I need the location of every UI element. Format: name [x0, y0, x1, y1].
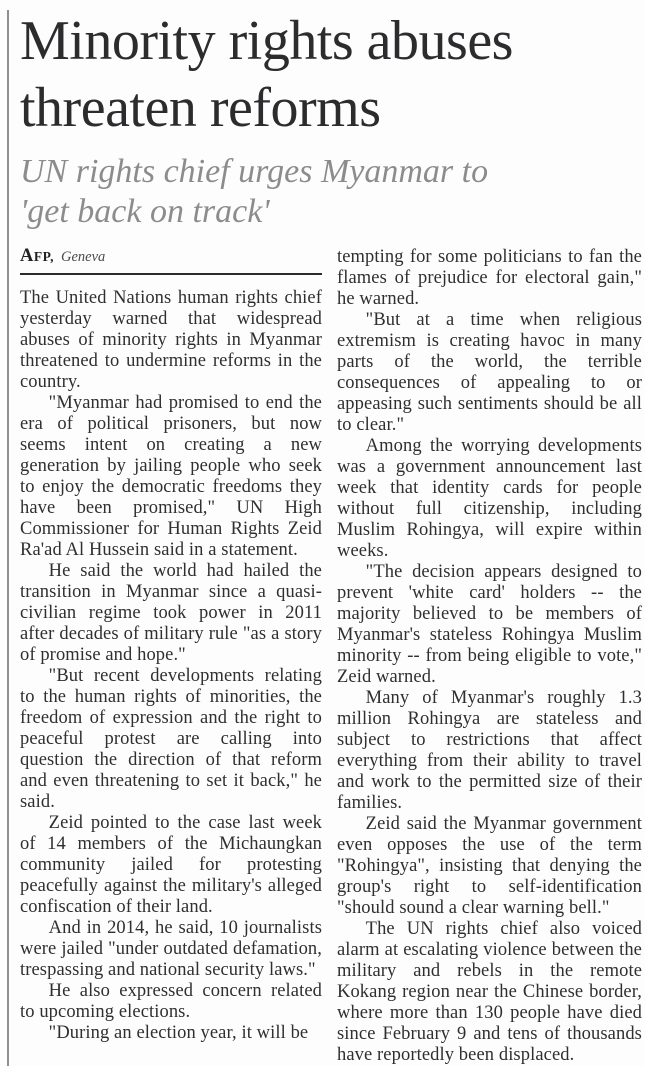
- article-paragraph: Zeid said the Myanmar government even opposes the use of the term "Rohingya", insisting that denying the group's right to self-identification "should sound a clear warning bell.": [337, 814, 642, 918]
- article-paragraph: Zeid pointed to the case last week of 14 members of the Michaungkan community jailed for protesting peacefully against the military's alleged confiscation of their land.: [20, 813, 322, 917]
- article-paragraph: Many of Myanmar's roughly 1.3 million Rohingya are stateless and subject to restrictions that affect everything from their ability to travel and work to the permitted size of their families.: [337, 688, 642, 813]
- byline-divider: [20, 273, 322, 275]
- article-paragraph: And in 2014, he said, 10 journalists were jailed "under outdated defamation, trespassing and national security laws.": [20, 918, 322, 980]
- article-paragraph: tempting for some politicians to fan the flames of prejudice for electoral gain," he warned.: [337, 247, 642, 309]
- article-column-right: [337, 244, 642, 1066]
- byline: [20, 244, 322, 266]
- article-paragraph: "But at a time when religious extremism is creating havoc in many parts of the world, the terrible consequences of appealing to or appeasing such sentiments should be all to clear.": [337, 310, 642, 435]
- paragraph-list-right: [337, 247, 642, 1066]
- article-body: [20, 244, 642, 1066]
- byline-agency: AFP,: [20, 246, 55, 266]
- byline-location: Geneva: [61, 249, 106, 265]
- left-column-rule: [7, 10, 9, 1066]
- article-subheadline: UN rights chief urges Myanmar to 'get back on track': [20, 153, 489, 230]
- article-column-left: [20, 244, 322, 1066]
- article-paragraph: "But recent developments relating to the human rights of minorities, the freedom of expression and the right to peaceful protest are calling into question the direction of that reform and even threatening to set it back," he said.: [20, 666, 322, 812]
- article-paragraph: The United Nations human rights chief yesterday warned that widespread abuses of minority rights in Myanmar threatened to undermine reforms in the country.: [20, 288, 322, 392]
- paragraph-list-left: [20, 288, 322, 1044]
- article-paragraph: "The decision appears designed to prevent 'white card' holders -- the majority believed to be members of Myanmar's stateless Rohingya Muslim minority -- from being eligible to vote," Zeid warned.: [337, 562, 642, 687]
- article-paragraph: "During an election year, it will be: [48, 1023, 309, 1043]
- article-paragraph: The UN rights chief also voiced alarm at escalating violence between the military and rebels in the remote Kokang region near the Chinese border, where more than 130 people have died since February 9 and tens of thousands have reportedly been displaced.: [337, 919, 642, 1065]
- article-paragraph: "Myanmar had promised to end the era of political prisoners, but now seems intent on creating a new generation by jailing people who seek to enjoy the democratic freedoms they have been promised," UN High Commissioner for Human Rights Zeid Ra'ad Al Hussein said in a statement.: [20, 393, 322, 560]
- article-paragraph: He said the world had hailed the transition in Myanmar since a quasi-civilian regime took power in 2011 after decades of military rule "as a story of promise and hope.": [20, 561, 322, 665]
- article-paragraph: He also expressed concern related to upcoming elections.: [20, 981, 322, 1022]
- article-content: [20, 0, 642, 1066]
- article-headline: Minority rights abuses threaten reforms: [20, 10, 513, 139]
- article-paragraph: Among the worrying developments was a government announcement last week that identity cards for people without full citizenship, including Muslim Rohingya, will expire within weeks.: [337, 436, 642, 561]
